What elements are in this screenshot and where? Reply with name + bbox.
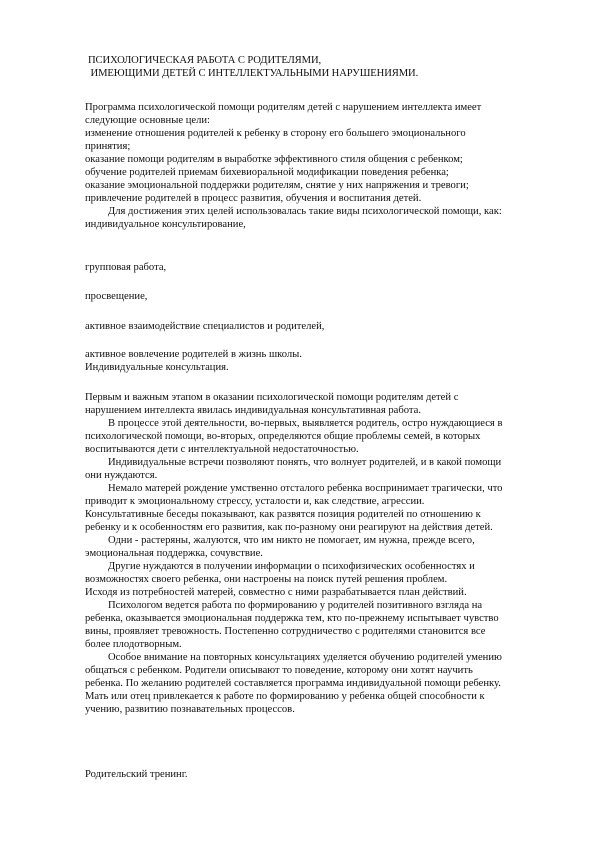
text-line: ребенка. По желанию родителей составляется программа индивидуальной помощи ребенку. — [85, 678, 501, 689]
text-line: привлечение родителей в процесс развития, обучения и воспитания детей. — [85, 193, 422, 204]
form-item: Индивидуальные консультация. — [85, 362, 229, 373]
paragraph — [85, 651, 530, 716]
text-line: Другие нуждаются в получении информации о психофизических особенностях и — [108, 561, 475, 572]
text-line: приводит к эмоциональному стрессу, усталости и, как следствие, агрессии. — [85, 496, 425, 507]
paragraph — [85, 417, 530, 456]
paragraph — [85, 391, 530, 417]
text-line: Для достижения этих целей использовалась такие виды психологической помощи, как: — [108, 206, 502, 217]
text-line: Особое внимание на повторных консультациях уделяется обучению родителей умению — [108, 652, 502, 663]
text-line: нарушением интеллекта явилась индивидуальная консультативная работа. — [85, 405, 421, 416]
text-line: вины, проявляет тревожность. Постепенно сотрудничество с родителями становится все — [85, 626, 486, 637]
text-line: общаться с ребенком. Родители описывают то поведение, которому они хотят научить — [85, 665, 473, 676]
text-line: воспитываются дети с интеллектуальной недостаточностью. — [85, 444, 359, 455]
text-line: эмоциональная поддержка, сочувствие. — [85, 548, 263, 559]
paragraph — [85, 560, 530, 599]
text-line: Немало матерей рождение умственно отсталого ребенка воспринимает трагически, что — [108, 483, 503, 494]
text-line: учению, развитию познавательных процессов. — [85, 704, 295, 715]
paragraph — [85, 599, 530, 651]
text-line: Исходя из потребностей матерей, совместно с ними разрабатывается план действий. — [85, 587, 467, 598]
form-item-group — [85, 348, 530, 374]
main-text — [85, 391, 530, 716]
text-line: Первым и важным этапом в оказании психологической помощи родителям детей с — [85, 392, 459, 403]
closing-heading: Родительский тренинг. — [85, 769, 188, 780]
paragraph — [85, 456, 530, 482]
form-item: активное вовлечение родителей в жизнь школы. — [85, 349, 302, 360]
paragraph — [85, 482, 530, 534]
text-line: ребенку и к особенностям его развития, как по-разному они реагируют на действия детей. — [85, 522, 493, 533]
text-line: В процессе этой деятельности, во-первых, выявляется родитель, остро нуждающиеся в — [108, 418, 503, 429]
title-line: ПСИХОЛОГИЧЕСКАЯ РАБОТА С РОДИТЕЛЯМИ, — [88, 55, 322, 66]
text-line: индивидуальное консультирование, — [85, 219, 246, 230]
text-line: следующие основные цели: — [85, 115, 210, 126]
text-line: принятия; — [85, 141, 131, 152]
intro-goals — [85, 101, 530, 231]
text-line: оказание эмоциональной поддержки родителям, снятие у них напряжения и тревоги; — [85, 180, 469, 191]
form-item: групповая работа, — [85, 262, 167, 273]
text-line: Мать или отец привлекается к работе по формированию у ребенка общей способности к — [85, 691, 485, 702]
document-title — [88, 54, 518, 80]
text-line: они нуждаются. — [85, 470, 158, 481]
text-line: оказание помощи родителям в выработке эффективного стиля общения с ребенком; — [85, 154, 463, 165]
text-line: обучение родителей приемам бихевиоральной модификации поведения ребенка; — [85, 167, 449, 178]
text-line: изменение отношения родителей к ребенку в сторону его большего эмоционального — [85, 128, 466, 139]
title-line: ИМЕЮЩИМИ ДЕТЕЙ С ИНТЕЛЛЕКТУАЛЬНЫМИ НАРУШЕНИЯМИ. — [88, 68, 419, 79]
text-line: Программа психологической помощи родителям детей с нарушением интеллекта имеет — [85, 102, 482, 113]
text-line: Консультативные беседы показывают, как развятся позиция родителей по отношению к — [85, 509, 481, 520]
paragraph — [85, 534, 530, 560]
text-line: Психологом ведется работа по формированию у родителей позитивного взгляда на — [108, 600, 483, 611]
form-item: просвещение, — [85, 291, 148, 302]
text-line: более плодотворным. — [85, 639, 182, 650]
text-line: Одни - растеряны, жалуются, что им никто не помогает, им нужна, прежде всего, — [108, 535, 475, 546]
form-item: активное взаимодействие специалистов и родителей, — [85, 321, 325, 332]
text-line: ребенка, оказывается эмоциональная поддержка тем, кто по-прежнему испытывает чувство — [85, 613, 499, 624]
text-line: психологической помощи, во-вторых, определяются общие проблемы семей, в которых — [85, 431, 481, 442]
text-line: Индивидуальные встречи позволяют понять, что волнует родителей, и в какой помощи — [108, 457, 502, 468]
text-line: возможностях своего ребенка, они настроены на поиск путей решения проблем. — [85, 574, 448, 585]
